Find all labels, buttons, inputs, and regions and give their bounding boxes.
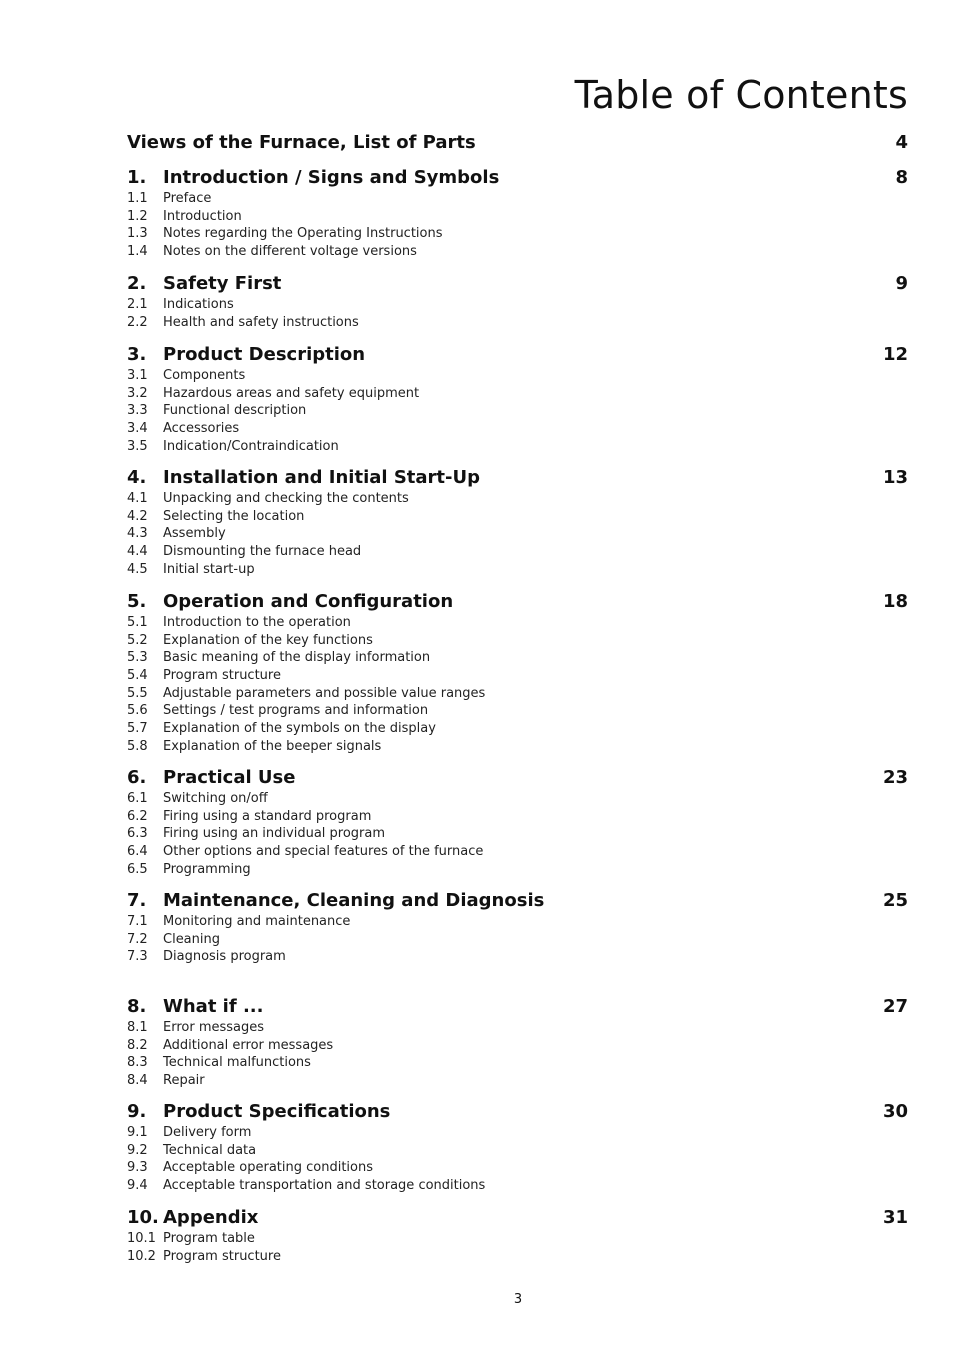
subsection-number: 4.1: [127, 491, 148, 506]
table-of-contents: [127, 0, 908, 1290]
subsection-title: Program structure: [163, 1248, 281, 1264]
toc-subsection[interactable]: [127, 190, 908, 208]
subsection-number: 5.7: [127, 721, 148, 737]
subsection-title: Components: [163, 368, 246, 383]
toc-chapter: [127, 1206, 908, 1265]
toc-chapter: [127, 131, 908, 155]
subsection-number: 3.4: [127, 421, 148, 437]
subsection-title: Accessories: [163, 421, 240, 437]
subsection-number: 5.4: [127, 668, 148, 684]
subsection-number: 2.2: [127, 314, 148, 330]
toc-subsection[interactable]: [127, 525, 908, 543]
chapter-title: Practical Use: [163, 767, 296, 788]
subsection-title: Indication/Contraindication: [163, 438, 339, 454]
chapter-number: 5.: [127, 591, 147, 612]
toc-subsection[interactable]: [127, 1230, 908, 1248]
chapter-number: 10.: [127, 1207, 159, 1228]
chapter-title: Views of the Furnace, List of Parts: [127, 132, 476, 153]
chapter-page-number: 25: [882, 890, 908, 911]
toc-chapter-heading[interactable]: [127, 766, 908, 790]
subsection-title: Adjustable parameters and possible value ranges: [163, 685, 486, 701]
subsection-title: Health and safety instructions: [163, 314, 359, 330]
subsection-number: 4.5: [127, 561, 148, 577]
toc-subsection[interactable]: [127, 649, 908, 667]
subsection-title: Selecting the location: [163, 508, 305, 524]
toc-subsection[interactable]: [127, 702, 908, 720]
toc-subsection[interactable]: [127, 685, 908, 703]
toc-subsection[interactable]: [127, 1177, 908, 1195]
chapter-page-number: 27: [882, 996, 908, 1017]
subsection-number: 1.1: [127, 191, 148, 206]
subsection-title: Programming: [163, 861, 251, 877]
subsection-title: Technical data: [163, 1142, 257, 1158]
chapter-page-number: 12: [882, 344, 908, 365]
chapter-page-number: 4: [895, 132, 908, 153]
subsection-number: 5.1: [127, 615, 148, 630]
toc-subsection[interactable]: [127, 948, 908, 966]
subsection-title: Dismounting the furnace head: [163, 544, 362, 560]
subsection-title: Introduction: [163, 208, 242, 224]
subsection-title: Error messages: [163, 1020, 265, 1035]
toc-subsection[interactable]: [127, 208, 908, 226]
subsection-number: 3.2: [127, 385, 148, 401]
toc-subsection[interactable]: [127, 913, 908, 931]
toc-chapter: [127, 272, 908, 331]
subsection-title: Explanation of the key functions: [163, 632, 373, 648]
subsection-title: Indications: [163, 297, 234, 312]
toc-subsection[interactable]: [127, 490, 908, 508]
page-title: Table of Contents: [574, 73, 908, 118]
subsection-title: Acceptable transportation and storage conditions: [163, 1178, 486, 1194]
toc-subsection[interactable]: [127, 614, 908, 632]
subsection-title: Explanation of the beeper signals: [163, 738, 382, 754]
subsection-title: Monitoring and maintenance: [163, 914, 351, 929]
toc-subsection[interactable]: [127, 367, 908, 385]
toc-chapter-heading[interactable]: [127, 131, 908, 155]
toc-subsection[interactable]: [127, 314, 908, 332]
toc-subsection[interactable]: [127, 1159, 908, 1177]
toc-subsection[interactable]: [127, 508, 908, 526]
toc-subsection[interactable]: [127, 1142, 908, 1160]
toc-subsection[interactable]: [127, 225, 908, 243]
toc-chapter: [127, 889, 908, 966]
toc-chapter: [127, 466, 908, 578]
subsection-number: 7.1: [127, 914, 148, 929]
subsection-title: Program table: [163, 1231, 255, 1246]
subsection-title: Firing using an individual program: [163, 826, 386, 842]
subsection-number: 7.3: [127, 949, 148, 965]
subsection-title: Functional description: [163, 403, 307, 419]
subsection-number: 6.4: [127, 844, 148, 860]
subsection-number: 3.3: [127, 403, 148, 419]
toc-subsection[interactable]: [127, 385, 908, 403]
toc-subsection[interactable]: [127, 738, 908, 756]
subsection-title: Technical malfunctions: [163, 1055, 311, 1071]
subsection-number: 8.3: [127, 1055, 148, 1071]
chapter-title: Safety First: [163, 273, 282, 294]
toc-subsection[interactable]: [127, 790, 908, 808]
toc-subsection[interactable]: [127, 438, 908, 456]
toc-subsection[interactable]: [127, 561, 908, 579]
toc-chapter-heading[interactable]: [127, 995, 908, 1019]
subsection-number: 6.2: [127, 808, 148, 824]
toc-chapter: [127, 590, 908, 756]
toc-chapter-heading[interactable]: [127, 343, 908, 367]
toc-subsection[interactable]: [127, 720, 908, 738]
chapter-number: 8.: [127, 996, 147, 1017]
subsection-title: Preface: [163, 191, 212, 206]
toc-subsection[interactable]: [127, 808, 908, 826]
subsection-number: 5.6: [127, 703, 148, 719]
subsection-number: 6.1: [127, 791, 148, 806]
subsection-title: Cleaning: [163, 931, 220, 947]
toc-subsection[interactable]: [127, 1248, 908, 1266]
subsection-number: 4.2: [127, 508, 148, 524]
toc-subsection[interactable]: [127, 402, 908, 420]
toc-chapter: [127, 995, 908, 1090]
subsection-number: 10.1: [127, 1231, 156, 1246]
chapter-number: 4.: [127, 467, 147, 488]
subsection-title: Repair: [163, 1073, 205, 1089]
subsection-title: Other options and special features of the furnace: [163, 844, 484, 860]
subsection-number: 4.4: [127, 544, 148, 560]
toc-subsection[interactable]: [127, 632, 908, 650]
chapter-title: Introduction / Signs and Symbols: [163, 167, 500, 188]
toc-subsection[interactable]: [127, 243, 908, 261]
chapter-title: Operation and Configuration: [163, 591, 454, 612]
chapter-number: 9.: [127, 1101, 147, 1122]
subsection-number: 10.2: [127, 1248, 156, 1264]
subsection-number: 2.1: [127, 297, 148, 312]
subsection-title: Diagnosis program: [163, 949, 286, 965]
subsection-number: 6.3: [127, 826, 148, 842]
toc-subsection[interactable]: [127, 1019, 908, 1037]
toc-chapter-heading[interactable]: [127, 466, 908, 490]
page-number: 3: [513, 1292, 523, 1307]
subsection-number: 1.2: [127, 208, 148, 224]
chapter-title: Product Description: [163, 344, 366, 365]
chapter-page-number: 9: [895, 273, 908, 294]
chapter-page-number: 23: [882, 767, 908, 788]
toc-subsection[interactable]: [127, 843, 908, 861]
chapter-page-number: 8: [895, 167, 908, 188]
subsection-title: Unpacking and checking the contents: [163, 491, 409, 506]
subsection-title: Notes on the different voltage versions: [163, 244, 417, 260]
subsection-title: Initial start-up: [163, 561, 255, 577]
subsection-title: Introduction to the operation: [163, 615, 351, 630]
chapter-title: Product Specifications: [163, 1101, 391, 1122]
subsection-number: 3.5: [127, 438, 148, 454]
toc-subsection[interactable]: [127, 1124, 908, 1142]
subsection-number: 5.2: [127, 632, 148, 648]
subsection-title: Delivery form: [163, 1125, 252, 1140]
toc-subsection[interactable]: [127, 667, 908, 685]
subsection-title: Additional error messages: [163, 1037, 334, 1053]
toc-chapter: [127, 766, 908, 878]
subsection-title: Hazardous areas and safety equipment: [163, 385, 420, 401]
subsection-number: 6.5: [127, 861, 148, 877]
toc-subsection[interactable]: [127, 1054, 908, 1072]
chapter-title: Installation and Initial Start-Up: [163, 467, 481, 488]
subsection-title: Settings / test programs and information: [163, 703, 429, 719]
subsection-number: 1.3: [127, 226, 148, 242]
toc-chapter: [127, 343, 908, 455]
toc-chapter-heading[interactable]: [127, 590, 908, 614]
chapter-number: 6.: [127, 767, 147, 788]
subsection-number: 4.3: [127, 526, 148, 542]
subsection-number: 5.5: [127, 685, 148, 701]
subsection-number: 9.1: [127, 1125, 148, 1140]
chapter-page-number: 30: [882, 1101, 908, 1122]
toc-chapter-heading[interactable]: [127, 166, 908, 190]
toc-chapter-heading[interactable]: [127, 889, 908, 913]
subsection-number: 5.8: [127, 738, 148, 754]
chapter-number: 2.: [127, 273, 147, 294]
subsection-title: Firing using a standard program: [163, 808, 372, 824]
subsection-number: 9.2: [127, 1142, 148, 1158]
subsection-number: 8.2: [127, 1037, 148, 1053]
toc-subsection[interactable]: [127, 543, 908, 561]
toc-subsection[interactable]: [127, 1037, 908, 1055]
subsection-number: 3.1: [127, 368, 148, 383]
subsection-title: Acceptable operating conditions: [163, 1160, 373, 1176]
chapter-page-number: 13: [882, 467, 908, 488]
chapter-title: What if ...: [163, 996, 264, 1017]
toc-subsection[interactable]: [127, 296, 908, 314]
chapter-title: Maintenance, Cleaning and Diagnosis: [163, 890, 545, 911]
toc-chapter: [127, 1100, 908, 1195]
subsection-title: Explanation of the symbols on the display: [163, 721, 436, 737]
toc-chapter-heading[interactable]: [127, 272, 908, 296]
chapter-title: Appendix: [163, 1207, 259, 1228]
toc-subsection[interactable]: [127, 931, 908, 949]
subsection-number: 9.4: [127, 1178, 148, 1194]
chapter-page-number: 18: [882, 591, 908, 612]
toc-chapter: [127, 166, 908, 261]
toc-subsection[interactable]: [127, 825, 908, 843]
subsection-title: Assembly: [163, 526, 226, 542]
subsection-number: 1.4: [127, 244, 148, 260]
chapter-number: 3.: [127, 344, 147, 365]
toc-subsection[interactable]: [127, 420, 908, 438]
toc-chapter-heading[interactable]: [127, 1206, 908, 1230]
toc-subsection[interactable]: [127, 1072, 908, 1090]
chapter-number: 1.: [127, 167, 147, 188]
chapter-number: 7.: [127, 890, 147, 911]
subsection-title: Program structure: [163, 668, 281, 684]
subsection-title: Switching on/off: [163, 791, 268, 806]
subsection-title: Basic meaning of the display information: [163, 650, 431, 666]
chapter-page-number: 31: [882, 1207, 908, 1228]
subsection-number: 7.2: [127, 931, 148, 947]
toc-chapter-heading[interactable]: [127, 1100, 908, 1124]
subsection-number: 8.4: [127, 1073, 148, 1089]
toc-subsection[interactable]: [127, 861, 908, 879]
subsection-number: 5.3: [127, 650, 148, 666]
subsection-title: Notes regarding the Operating Instructions: [163, 226, 443, 242]
subsection-number: 9.3: [127, 1160, 148, 1176]
subsection-number: 8.1: [127, 1020, 148, 1035]
